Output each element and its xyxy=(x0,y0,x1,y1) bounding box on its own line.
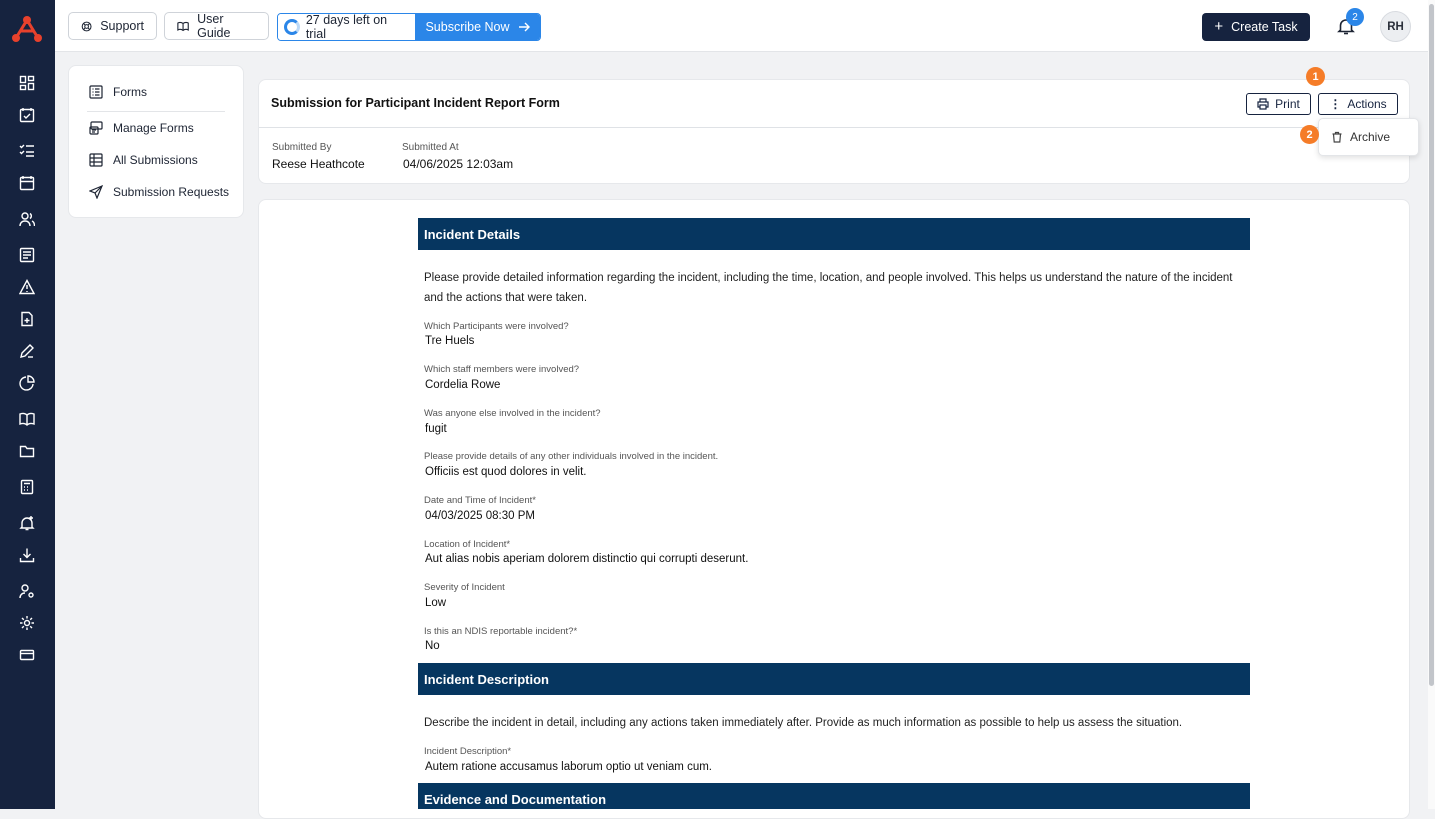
field-value: Cordelia Rowe xyxy=(425,379,501,391)
nav-item-label: Manage Forms xyxy=(113,121,194,135)
forms-nav xyxy=(68,65,244,218)
create-task-label: Create Task xyxy=(1231,20,1298,34)
section-description: Please provide detailed information regarding the incident, including the time, location, and people involved. This helps us understand the nature of the incident and the actions that were taken. xyxy=(424,272,1233,304)
field-label: Please provide details of any other individuals involved in the incident. xyxy=(424,451,719,462)
download-icon[interactable] xyxy=(19,547,35,563)
send-icon xyxy=(89,185,103,199)
more-vertical-icon: ⋮ xyxy=(1329,97,1342,111)
forms-icon xyxy=(89,85,103,99)
folder-icon[interactable] xyxy=(19,443,35,459)
nav-item-label: Submission Requests xyxy=(113,185,230,199)
trial-text: 27 days left on trial xyxy=(305,13,388,41)
field-value: Officiis est quod dolores in velit. xyxy=(425,466,587,478)
submitted-by-label: Submitted By xyxy=(272,142,332,153)
plus-icon: + xyxy=(1214,18,1224,35)
section-header-incident-description: Incident Description xyxy=(418,663,1250,695)
trash-icon xyxy=(1331,131,1343,143)
section-header-evidence: Evidence and Documentation xyxy=(418,783,1250,809)
trial-status xyxy=(278,14,415,40)
lifebuoy-icon xyxy=(81,20,92,33)
nav-item-manage-forms[interactable] xyxy=(89,121,194,135)
nav-item-label: All Submissions xyxy=(113,153,198,167)
field-value: Autem ratione accusamus laborum optio ut veniam cum. xyxy=(425,761,712,773)
app-sidebar xyxy=(0,0,55,809)
field-value: 04/03/2025 08:30 PM xyxy=(425,510,535,522)
forms-icon[interactable] xyxy=(19,247,35,263)
submitted-by-value: Reese Heathcote xyxy=(272,157,365,171)
book-icon[interactable] xyxy=(19,411,35,427)
field-value: Low xyxy=(425,597,447,609)
subscribe-now-button[interactable] xyxy=(415,14,540,40)
subscribe-label: Subscribe Now xyxy=(425,20,510,34)
field-value: Aut alias nobis aperiam dolorem distinctio qui corrupti deserunt. xyxy=(425,553,749,565)
user-guide-label: User Guide xyxy=(197,12,231,40)
nav-item-submission-requests[interactable] xyxy=(89,185,229,199)
trial-banner xyxy=(277,13,541,41)
nav-item-label: Forms xyxy=(113,85,147,99)
submitted-at-value: 04/06/2025 12:03am xyxy=(403,157,514,171)
book-open-icon xyxy=(177,20,189,33)
credit-card-icon[interactable] xyxy=(19,647,35,663)
print-button[interactable] xyxy=(1246,93,1311,115)
manage-forms-icon xyxy=(89,121,103,135)
actions-button[interactable] xyxy=(1318,93,1398,115)
nav-item-all-submissions[interactable] xyxy=(89,153,198,167)
file-add-icon[interactable] xyxy=(19,311,35,327)
field-value: No xyxy=(425,640,440,652)
calendar-check-icon[interactable] xyxy=(19,107,35,123)
actions-label: Actions xyxy=(1347,97,1387,111)
submission-header xyxy=(258,79,1410,184)
submitted-at-label: Submitted At xyxy=(402,142,459,153)
settings-icon[interactable] xyxy=(19,615,35,631)
field-label: Which staff members were involved? xyxy=(424,364,580,375)
user-guide-button[interactable] xyxy=(164,12,269,40)
printer-icon xyxy=(1257,98,1269,110)
support-label: Support xyxy=(100,19,144,33)
pie-chart-icon[interactable] xyxy=(19,375,35,391)
header-divider xyxy=(259,127,1409,128)
pen-icon[interactable] xyxy=(19,343,35,359)
calculator-icon[interactable] xyxy=(19,479,35,495)
section-description: Describe the incident in detail, including any actions taken immediately after. Provide as much information as possible to help us assess the situation. xyxy=(424,717,1183,729)
trial-progress-ring-icon xyxy=(284,19,300,35)
user-avatar[interactable]: RH xyxy=(1380,11,1411,42)
archive-menu-item[interactable]: Archive xyxy=(1350,130,1391,144)
field-label: Was anyone else involved in the incident? xyxy=(424,408,601,419)
top-bar xyxy=(55,0,1428,52)
section-header-incident-details: Incident Details xyxy=(418,218,1250,250)
step-marker-1: 1 xyxy=(1306,67,1325,86)
field-label: Is this an NDIS reportable incident?* xyxy=(424,626,578,637)
field-label: Date and Time of Incident* xyxy=(424,495,536,506)
step-marker-2: 2 xyxy=(1300,125,1319,144)
print-label: Print xyxy=(1275,97,1300,111)
dashboard-icon[interactable] xyxy=(19,75,35,91)
create-task-button[interactable] xyxy=(1202,13,1310,41)
users-icon[interactable] xyxy=(19,211,35,227)
calendar-icon[interactable] xyxy=(19,175,35,191)
user-settings-icon[interactable] xyxy=(19,583,35,599)
table-icon xyxy=(89,153,103,167)
scrollbar-thumb[interactable] xyxy=(1429,4,1434,686)
field-label: Location of Incident* xyxy=(424,539,511,550)
field-label: Which Participants were involved? xyxy=(424,321,569,332)
field-value: Tre Huels xyxy=(425,335,475,347)
nav-item-forms[interactable] xyxy=(89,85,147,99)
nav-divider xyxy=(87,111,225,112)
page-title: Submission for Participant Incident Report Form xyxy=(271,96,560,110)
notification-badge: 2 xyxy=(1346,8,1364,26)
bell-plus-icon[interactable] xyxy=(19,515,35,531)
field-label: Incident Description* xyxy=(424,746,512,757)
support-button[interactable] xyxy=(68,12,157,40)
task-list-icon[interactable] xyxy=(19,143,35,159)
field-value: fugit xyxy=(425,423,447,435)
arrow-right-icon xyxy=(518,21,530,33)
warning-icon[interactable] xyxy=(19,279,35,295)
app-logo-icon[interactable] xyxy=(12,15,42,43)
actions-dropdown-menu xyxy=(1318,118,1419,156)
field-label: Severity of Incident xyxy=(424,582,505,593)
